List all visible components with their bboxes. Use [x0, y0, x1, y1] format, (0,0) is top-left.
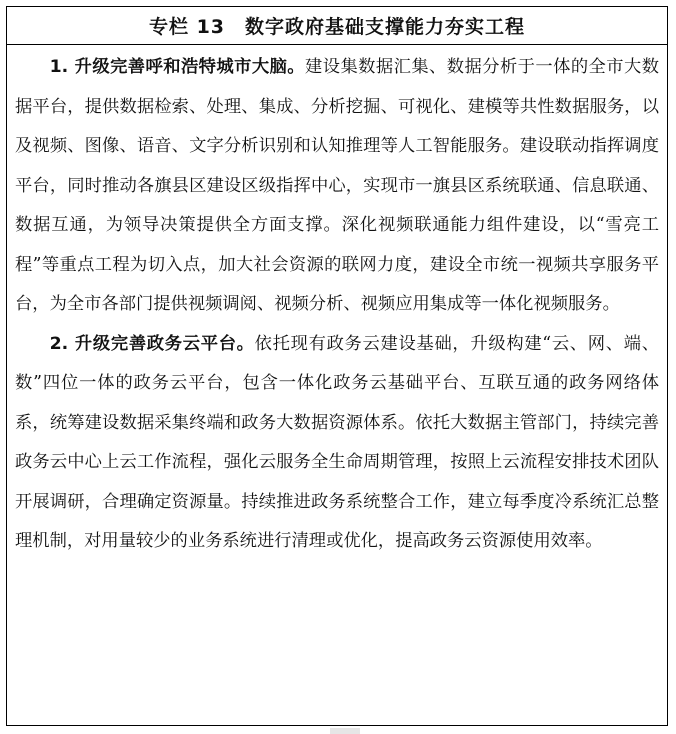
paragraph-1-heading: 1. 升级完善呼和浩特城市大脑。 — [49, 57, 306, 77]
paragraph-1-body: 建设集数据汇集、数据分析于一体的全市大数据平台，提供数据检索、处理、集成、分析挖掘、可视化、建模等共性数据服务，以及视频、图像、语音、文字分析识别和认知推理等人工智能服务。建设联动指挥调度平台，同时推动各旗县区建设区级指挥中心，实现市一旗县区系统联通、信息联通、数据互通，为领导决策提供全方面支撑。深化视频联通能力组件建设，以“雪亮工程”等重点工程为切入点，加大社会资源的联网力度，建设全市统一视频共享服务平台，为全市各部门提供视频调阅、视频分析、视频应用集成等一体化视频服务。 — [15, 57, 659, 314]
page-edge-mark — [330, 728, 360, 734]
box-content — [15, 48, 659, 562]
paragraph-2 — [15, 325, 659, 562]
box-frame — [6, 6, 668, 726]
paragraph-2-heading: 2. 升级完善政务云平台。 — [49, 333, 255, 354]
paragraph-2-body: 依托现有政务云建设基础，升级构建“云、网、端、数”四位一体的政务云平台，包含一体化政务云基础平台、互联互通的政务网络体系，统筹建设数据采集终端和政务大数据资源体系。依托大数据主管部门，持续完善政务云中心上云工作流程，强化云服务全生命周期管理，按照上云流程安排技术团队开展调研，合理确定资源量。持续推进政务系统整合工作，建立每季度冷系统汇总整理机制，对用量较少的业务系统进行清理或优化，提高政务云资源使用效率。 — [15, 333, 659, 551]
box-title: 专栏 13 数字政府基础支撑能力夯实工程 — [148, 16, 526, 38]
box-title-row — [7, 7, 667, 45]
paragraph-1 — [15, 48, 659, 325]
